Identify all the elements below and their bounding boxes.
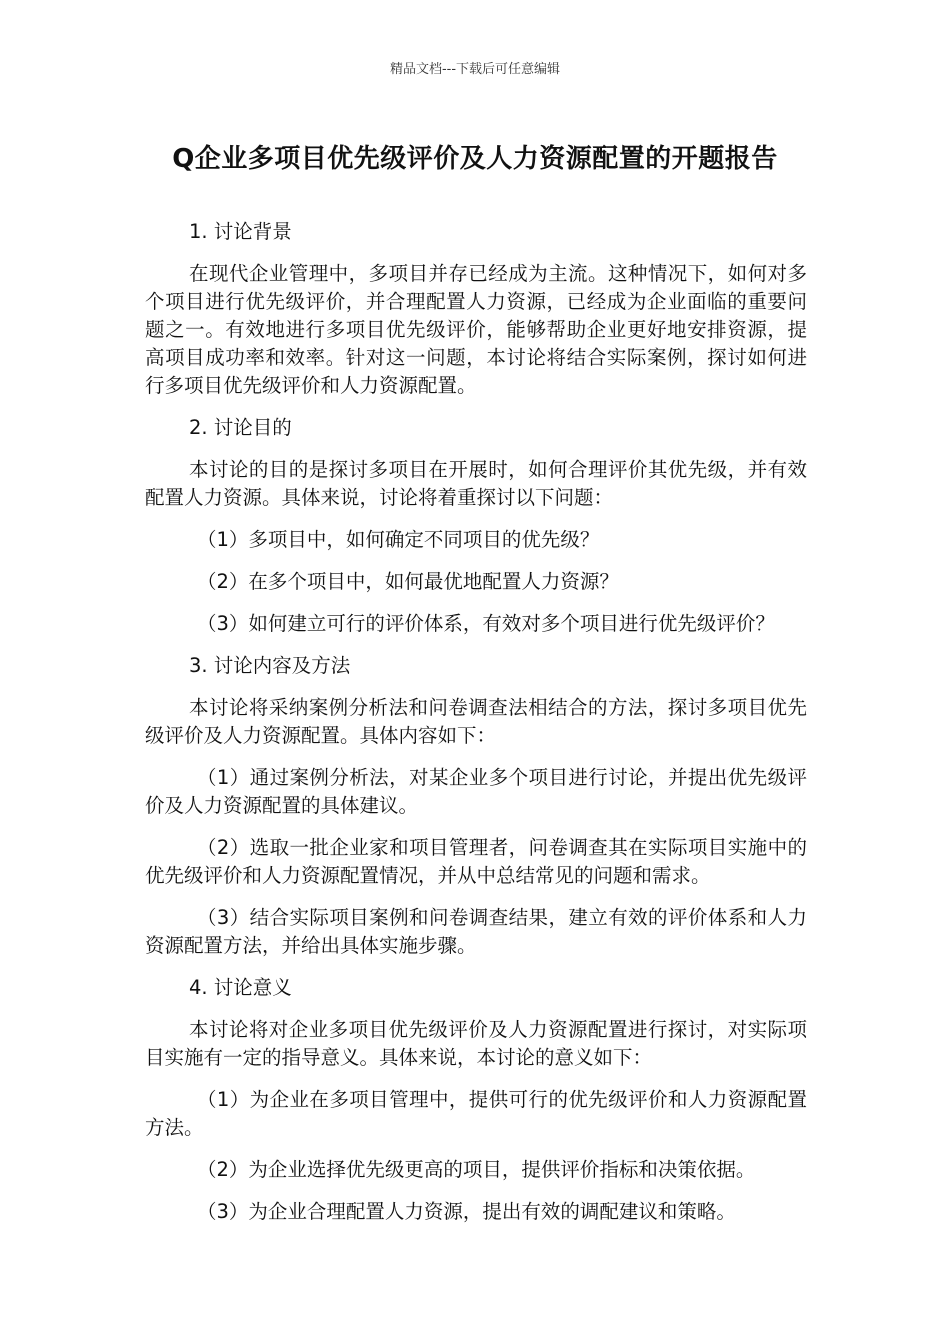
section-paragraph: 在现代企业管理中，多项目并存已经成为主流。这种情况下，如何对多个项目进行优先级评价，并合理配置人力资源，已经成为企业面临的重要问题之一。有效地进行多项目优先级评价，能够帮助企业更好地安排资源，提高项目成功率和效率。针对这一问题，本讨论将结合实际案例，探讨如何进行多项目优先级评价和人力资源配置。 [145, 262, 807, 397]
section-heading: 4. 讨论意义 [189, 976, 292, 999]
list-item: （3）为企业合理配置人力资源，提出有效的调配建议和策略。 [197, 1200, 736, 1223]
list-item: （1）通过案例分析法，对某企业多个项目进行讨论，并提出优先级评价及人力资源配置的具体建议。 [145, 766, 807, 817]
list-item: （1）为企业在多项目管理中，提供可行的优先级评价和人力资源配置方法。 [145, 1088, 807, 1139]
section-heading: 1. 讨论背景 [189, 220, 292, 243]
section-heading: 3. 讨论内容及方法 [189, 654, 351, 677]
list-item: （3）如何建立可行的评价体系，有效对多个项目进行优先级评价？ [197, 612, 775, 635]
list-item: （2）为企业选择优先级更高的项目，提供评价指标和决策依据。 [197, 1158, 756, 1181]
list-item: （2）选取一批企业家和项目管理者，问卷调查其在实际项目实施中的优先级评价和人力资源配置情况，并从中总结常见的问题和需求。 [145, 836, 807, 887]
section-paragraph: 本讨论将采纳案例分析法和问卷调查法相结合的方法，探讨多项目优先级评价及人力资源配置。具体内容如下： [145, 696, 807, 747]
list-item: （1）多项目中，如何确定不同项目的优先级？ [197, 528, 600, 551]
page-header: 精品文档---下载后可任意编辑 [389, 62, 561, 77]
section-paragraph: 本讨论的目的是探讨多项目在开展时，如何合理评价其优先级，并有效配置人力资源。具体来说，讨论将着重探讨以下问题： [145, 458, 807, 509]
document-body [145, 218, 807, 1240]
section-paragraph: 本讨论将对企业多项目优先级评价及人力资源配置进行探讨，对实际项目实施有一定的指导意义。具体来说，本讨论的意义如下： [145, 1018, 807, 1069]
section-heading: 2. 讨论目的 [189, 416, 292, 439]
list-item: （3）结合实际项目案例和问卷调查结果，建立有效的评价体系和人力资源配置方法，并给出具体实施步骤。 [145, 906, 807, 957]
document-title: Q企业多项目优先级评价及人力资源配置的开题报告 [172, 144, 778, 174]
list-item: （2）在多个项目中，如何最优地配置人力资源？ [197, 570, 619, 593]
